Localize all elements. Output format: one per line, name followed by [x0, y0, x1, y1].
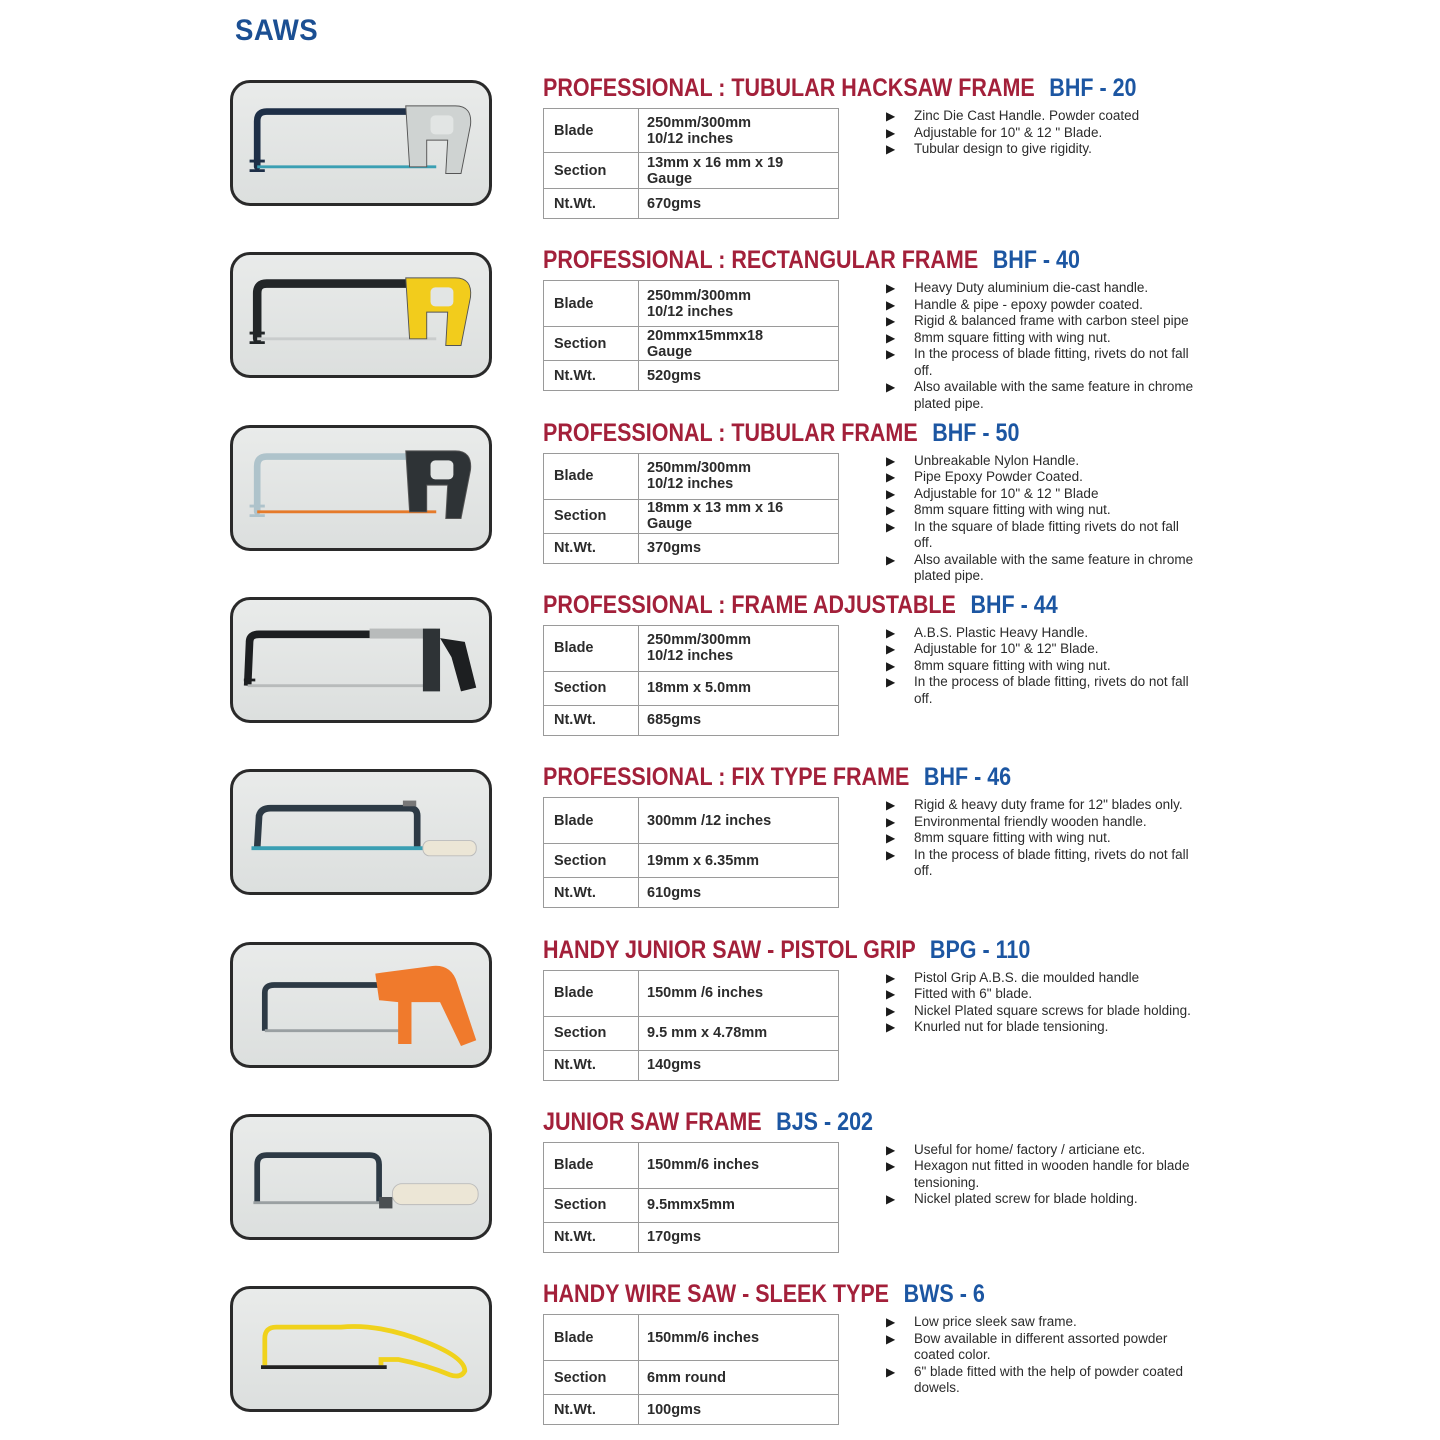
list-item: ▶ 6" blade fitted with the help of powder coated dowels. [886, 1364, 1196, 1397]
spec-value-line: 9.5mmx5mm [647, 1197, 735, 1214]
product-title [543, 246, 1080, 275]
list-item: ▶ In the process of blade fitting, rivets do not fall off. [886, 847, 1196, 880]
spec-label-weight: Nt.Wt. [544, 189, 639, 219]
spec-value-blade [639, 970, 839, 1016]
spec-label-blade: Blade [544, 970, 639, 1016]
spec-label-weight: Nt.Wt. [544, 1395, 639, 1425]
spec-label-blade: Blade [544, 109, 639, 153]
feature-list [886, 1314, 1196, 1397]
table-row [544, 798, 839, 844]
list-item: ▶ Pistol Grip A.B.S. die moulded handle [886, 970, 1196, 987]
spec-value-line: 250mm/300mm [647, 114, 751, 131]
table-row [544, 1361, 839, 1395]
list-item: ▶ Also available with the same feature in chrome plated pipe. [886, 552, 1196, 585]
list-item: ▶ Handle & pipe - epoxy powder coated. [886, 297, 1196, 314]
spec-value-blade [639, 1315, 839, 1361]
product-code: BJS - 202 [776, 1107, 873, 1136]
list-item: ▶ Adjustable for 10" & 12" Blade. [886, 641, 1196, 658]
spec-label-section: Section [544, 327, 639, 361]
list-item: ▶ Zinc Die Cast Handle. Powder coated [886, 108, 1196, 125]
spec-label-blade: Blade [544, 1142, 639, 1188]
product-bhf-20 [0, 0, 1440, 212]
spec-label-weight: Nt.Wt. [544, 1222, 639, 1252]
spec-value-line: 150mm/6 inches [647, 1329, 760, 1346]
product-title [543, 763, 1011, 792]
list-item: ▶ Hexagon nut fitted in wooden handle for blade tensioning. [886, 1158, 1196, 1191]
spec-label-section: Section [544, 671, 639, 705]
list-item: ▶ Also available with the same feature in chrome plated pipe. [886, 379, 1196, 412]
spec-value-weight: 140gms [639, 1050, 839, 1080]
product-photo [230, 1286, 492, 1412]
spec-value-line: 10/12 inches [647, 648, 734, 665]
list-item: ▶ In the process of blade fitting, rivets do not fall off. [886, 674, 1196, 707]
page-title: SAWS [235, 14, 319, 47]
product-code: BHF - 40 [992, 246, 1080, 275]
table-row [544, 453, 839, 499]
spec-label-weight: Nt.Wt. [544, 878, 639, 908]
spec-value-section [639, 1361, 839, 1395]
product-name: PROFESSIONAL : RECTANGULAR FRAME [543, 246, 979, 275]
product-code: BHF - 20 [1049, 74, 1137, 102]
product-bhf-40 [0, 172, 1440, 411]
spec-value-line: 250mm/300mm [647, 632, 751, 649]
spec-label-section: Section [544, 1016, 639, 1050]
list-item: ▶ Adjustable for 10" & 12 " Blade [886, 486, 1196, 503]
product-bpg-110 [0, 862, 1440, 1073]
spec-value-blade [639, 798, 839, 844]
spec-label-weight: Nt.Wt. [544, 705, 639, 735]
spec-value-weight: 100gms [639, 1395, 839, 1425]
list-item: ▶ A.B.S. Plastic Heavy Handle. [886, 625, 1196, 642]
product-code: BHF - 50 [932, 418, 1020, 447]
product-name: PROFESSIONAL : FIX TYPE FRAME [543, 763, 910, 792]
feature-list [886, 1142, 1196, 1208]
product-bjs-202 [0, 1034, 1440, 1246]
list-item: ▶ Nickel plated screw for blade holding. [886, 1191, 1196, 1208]
spec-label-weight: Nt.Wt. [544, 361, 639, 391]
spec-value-line: 20mmx15mmx18 [647, 327, 764, 344]
list-item: ▶ Fitted with 6" blade. [886, 986, 1196, 1003]
list-item: ▶ In the square of blade fitting rivets do not fall off. [886, 519, 1196, 552]
spec-value-line: 250mm/300mm [647, 287, 751, 304]
product-bws-6 [0, 1206, 1440, 1418]
spec-value-line: 10/12 inches [647, 130, 734, 147]
list-item: ▶ 8mm square fitting with wing nut. [886, 658, 1196, 675]
spec-label-weight: Nt.Wt. [544, 533, 639, 563]
product-name: PROFESSIONAL : TUBULAR FRAME [543, 418, 918, 447]
list-item: ▶ Pipe Epoxy Powder Coated. [886, 469, 1196, 486]
table-row [544, 1395, 839, 1425]
spec-value-blade [639, 109, 839, 153]
spec-value-blade [639, 281, 839, 327]
spec-label-section: Section [544, 1188, 639, 1222]
list-item: ▶ Bow available in different assorted powder coated color. [886, 1331, 1196, 1364]
spec-label-blade: Blade [544, 798, 639, 844]
feature-list [886, 970, 1196, 1036]
product-code: BPG - 110 [929, 935, 1031, 964]
spec-label-blade: Blade [544, 1315, 639, 1361]
spec-label-blade: Blade [544, 281, 639, 327]
spec-label-blade: Blade [544, 453, 639, 499]
product-code: BHF - 46 [923, 763, 1012, 792]
spec-value-line: 10/12 inches [647, 476, 734, 493]
spec-value-weight: 170gms [639, 1222, 839, 1252]
feature-list [886, 108, 1196, 158]
list-item: ▶ Heavy Duty aluminium die-cast handle. [886, 280, 1196, 297]
product-name: HANDY JUNIOR SAW - PISTOL GRIP [543, 935, 916, 964]
list-item: ▶ Rigid & heavy duty frame for 12" blades only. [886, 797, 1196, 814]
product-title [543, 936, 1030, 965]
list-item: ▶ Knurled nut for blade tensioning. [886, 1019, 1196, 1036]
list-item: ▶ Unbreakable Nylon Handle. [886, 453, 1196, 470]
product-code: BWS - 6 [903, 1280, 985, 1309]
product-bhf-44 [0, 517, 1440, 729]
list-item: ▶ Environmental friendly wooden handle. [886, 814, 1196, 831]
product-name: PROFESSIONAL : TUBULAR HACKSAW FRAME [543, 74, 1035, 102]
saw-icon [233, 1289, 489, 1409]
spec-value-line: 150mm/6 inches [647, 1157, 760, 1174]
spec-value-line: 150mm /6 inches [647, 985, 764, 1001]
spec-value-line: 10/12 inches [647, 303, 734, 320]
product-title [543, 419, 1019, 448]
table-row [544, 625, 839, 671]
product-code: BHF - 44 [970, 590, 1058, 619]
table-row [544, 970, 839, 1016]
product-title [543, 1280, 985, 1309]
product-name: PROFESSIONAL : FRAME ADJUSTABLE [543, 590, 956, 619]
list-item: ▶ Tubular design to give rigidity. [886, 141, 1196, 158]
spec-value-blade [639, 1142, 839, 1188]
spec-label-weight: Nt.Wt. [544, 1050, 639, 1080]
spec-label-section: Section [544, 153, 639, 189]
spec-value-line: 19mm x 6.35mm [647, 852, 760, 869]
list-item: ▶ Useful for home/ factory / articiane etc. [886, 1142, 1196, 1159]
product-name: JUNIOR SAW FRAME [543, 1107, 762, 1136]
product-name: HANDY WIRE SAW - SLEEK TYPE [543, 1280, 890, 1309]
spec-value-weight: 610gms [639, 878, 839, 908]
product-title [543, 591, 1058, 620]
list-item: ▶ 8mm square fitting with wing nut. [886, 502, 1196, 519]
spec-value-blade [639, 625, 839, 671]
spec-value-line: 300mm /12 inches [647, 812, 772, 829]
spec-label-section: Section [544, 844, 639, 878]
table-row [544, 1142, 839, 1188]
list-item: ▶ Nickel Plated square screws for blade holding. [886, 1003, 1196, 1020]
spec-value-weight: 670gms [639, 189, 839, 219]
product-title [543, 1108, 873, 1137]
list-item: ▶ Rigid & balanced frame with carbon steel pipe [886, 313, 1196, 330]
spec-value-line: 18mm x 5.0mm [647, 680, 751, 697]
spec-value-weight: 685gms [639, 705, 839, 735]
list-item: ▶ In the process of blade fitting, rivets do not fall off. [886, 346, 1196, 379]
spec-label-section: Section [544, 1361, 639, 1395]
spec-value-blade [639, 453, 839, 499]
spec-label-section: Section [544, 499, 639, 533]
spec-value-weight: 370gms [639, 533, 839, 563]
spec-value-line: 9.5 mm x 4.78mm [647, 1025, 768, 1041]
spec-value-line: Gauge [647, 343, 693, 360]
spec-label-blade: Blade [544, 625, 639, 671]
product-bhf-46 [0, 689, 1440, 901]
list-item: ▶ Low price sleek saw frame. [886, 1314, 1196, 1331]
spec-value-line: 250mm/300mm [647, 460, 751, 477]
spec-value-line: 18mm x 13 mm x 16 Gauge [647, 500, 784, 533]
product-bhf-50 [0, 345, 1440, 584]
spec-value-weight: 520gms [639, 361, 839, 391]
spec-table [543, 1314, 839, 1425]
table-row [544, 1315, 839, 1361]
table-row [544, 281, 839, 327]
list-item: ▶ Adjustable for 10" & 12 " Blade. [886, 125, 1196, 142]
spec-value-line: 13mm x 16 mm x 19 Gauge [647, 154, 784, 187]
list-item: ▶ 8mm square fitting with wing nut. [886, 830, 1196, 847]
spec-value-line: 6mm round [647, 1369, 726, 1386]
list-item: ▶ 8mm square fitting with wing nut. [886, 330, 1196, 347]
table-row [544, 109, 839, 153]
product-title [543, 74, 1137, 103]
